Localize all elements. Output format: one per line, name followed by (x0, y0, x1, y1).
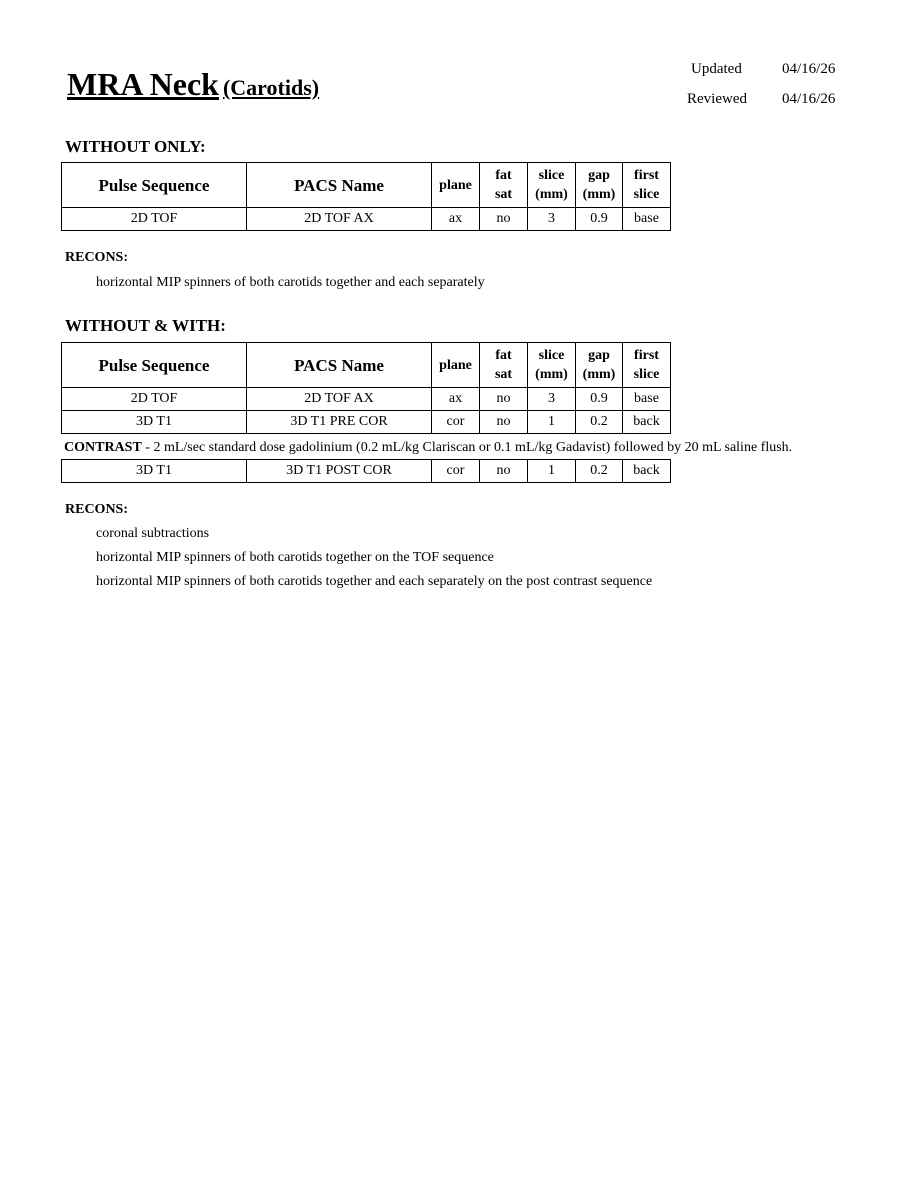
title-sub: (Carotids) (222, 75, 320, 100)
cell-pacs-name: 2D TOF AX (247, 208, 432, 231)
cell-gap: 0.9 (576, 388, 623, 411)
header-pacs-name: PACS Name (247, 163, 432, 208)
table-row (62, 411, 671, 434)
cell-first-slice: back (623, 411, 671, 434)
header-gap: gap (mm) (576, 343, 623, 388)
cell-plane: cor (432, 411, 480, 434)
reviewed-date: 04/16/26 (782, 91, 836, 107)
contrast-note (64, 440, 792, 456)
cell-pacs-name: 2D TOF AX (247, 388, 432, 411)
cell-first-slice: base (623, 388, 671, 411)
cell-fat-sat: no (480, 208, 528, 231)
header-pulse-sequence: Pulse Sequence (62, 343, 247, 388)
cell-pulse-sequence: 2D TOF (62, 208, 247, 231)
header-first-slice: first slice (623, 163, 671, 208)
header-slice: slice (mm) (528, 343, 576, 388)
cell-slice: 1 (528, 460, 576, 483)
cell-first-slice: base (623, 208, 671, 231)
header-plane: plane (432, 343, 480, 388)
cell-pulse-sequence: 3D T1 (62, 411, 247, 434)
header-slice: slice (mm) (528, 163, 576, 208)
cell-gap: 0.9 (576, 208, 623, 231)
table-row (62, 388, 671, 411)
contrast-label: CONTRAST (64, 440, 142, 455)
title-main: MRA Neck (67, 66, 219, 102)
recon-item: horizontal MIP spinners of both carotids together and each separately (96, 275, 485, 290)
table-header-row (62, 163, 671, 208)
cell-pulse-sequence: 2D TOF (62, 388, 247, 411)
cell-slice: 3 (528, 388, 576, 411)
protocol-table-without-with (61, 342, 671, 434)
contrast-text: - 2 mL/sec standard dose gadolinium (0.2 mL/kg Clariscan or 0.1 mL/kg Gadavist) followed by 20 mL saline flush. (141, 440, 793, 455)
recons-heading: RECONS: (65, 502, 129, 517)
section-heading-without-only: WITHOUT ONLY: (65, 137, 206, 156)
cell-gap: 0.2 (576, 460, 623, 483)
header-plane: plane (432, 163, 480, 208)
recon-item: horizontal MIP spinners of both carotids together on the TOF sequence (96, 550, 494, 565)
cell-pulse-sequence: 3D T1 (62, 460, 247, 483)
cell-plane: cor (432, 460, 480, 483)
section-heading-without-with: WITHOUT & WITH: (65, 316, 226, 335)
table-row (62, 460, 671, 483)
page-title (67, 66, 319, 103)
cell-pacs-name: 3D T1 PRE COR (247, 411, 432, 434)
cell-slice: 3 (528, 208, 576, 231)
recon-item: coronal subtractions (96, 526, 210, 541)
protocol-table-post-contrast (61, 459, 671, 483)
cell-plane: ax (432, 388, 480, 411)
cell-first-slice: back (623, 460, 671, 483)
recons-heading: RECONS: (65, 250, 129, 265)
header-gap: gap (mm) (576, 163, 623, 208)
cell-pacs-name: 3D T1 POST COR (247, 460, 432, 483)
protocol-table-without-only (61, 162, 671, 231)
recon-item: horizontal MIP spinners of both carotids together and each separately on the post contrast sequence (96, 574, 653, 589)
header-pacs-name: PACS Name (247, 343, 432, 388)
cell-plane: ax (432, 208, 480, 231)
cell-fat-sat: no (480, 460, 528, 483)
reviewed-label: Reviewed (687, 91, 747, 107)
header-fat-sat: fat sat (480, 343, 528, 388)
updated-label: Updated (691, 61, 742, 77)
cell-gap: 0.2 (576, 411, 623, 434)
cell-fat-sat: no (480, 388, 528, 411)
cell-fat-sat: no (480, 411, 528, 434)
updated-date: 04/16/26 (782, 61, 836, 77)
table-row (62, 208, 671, 231)
header-fat-sat: fat sat (480, 163, 528, 208)
header-first-slice: first slice (623, 343, 671, 388)
table-header-row (62, 343, 671, 388)
header-pulse-sequence: Pulse Sequence (62, 163, 247, 208)
cell-slice: 1 (528, 411, 576, 434)
